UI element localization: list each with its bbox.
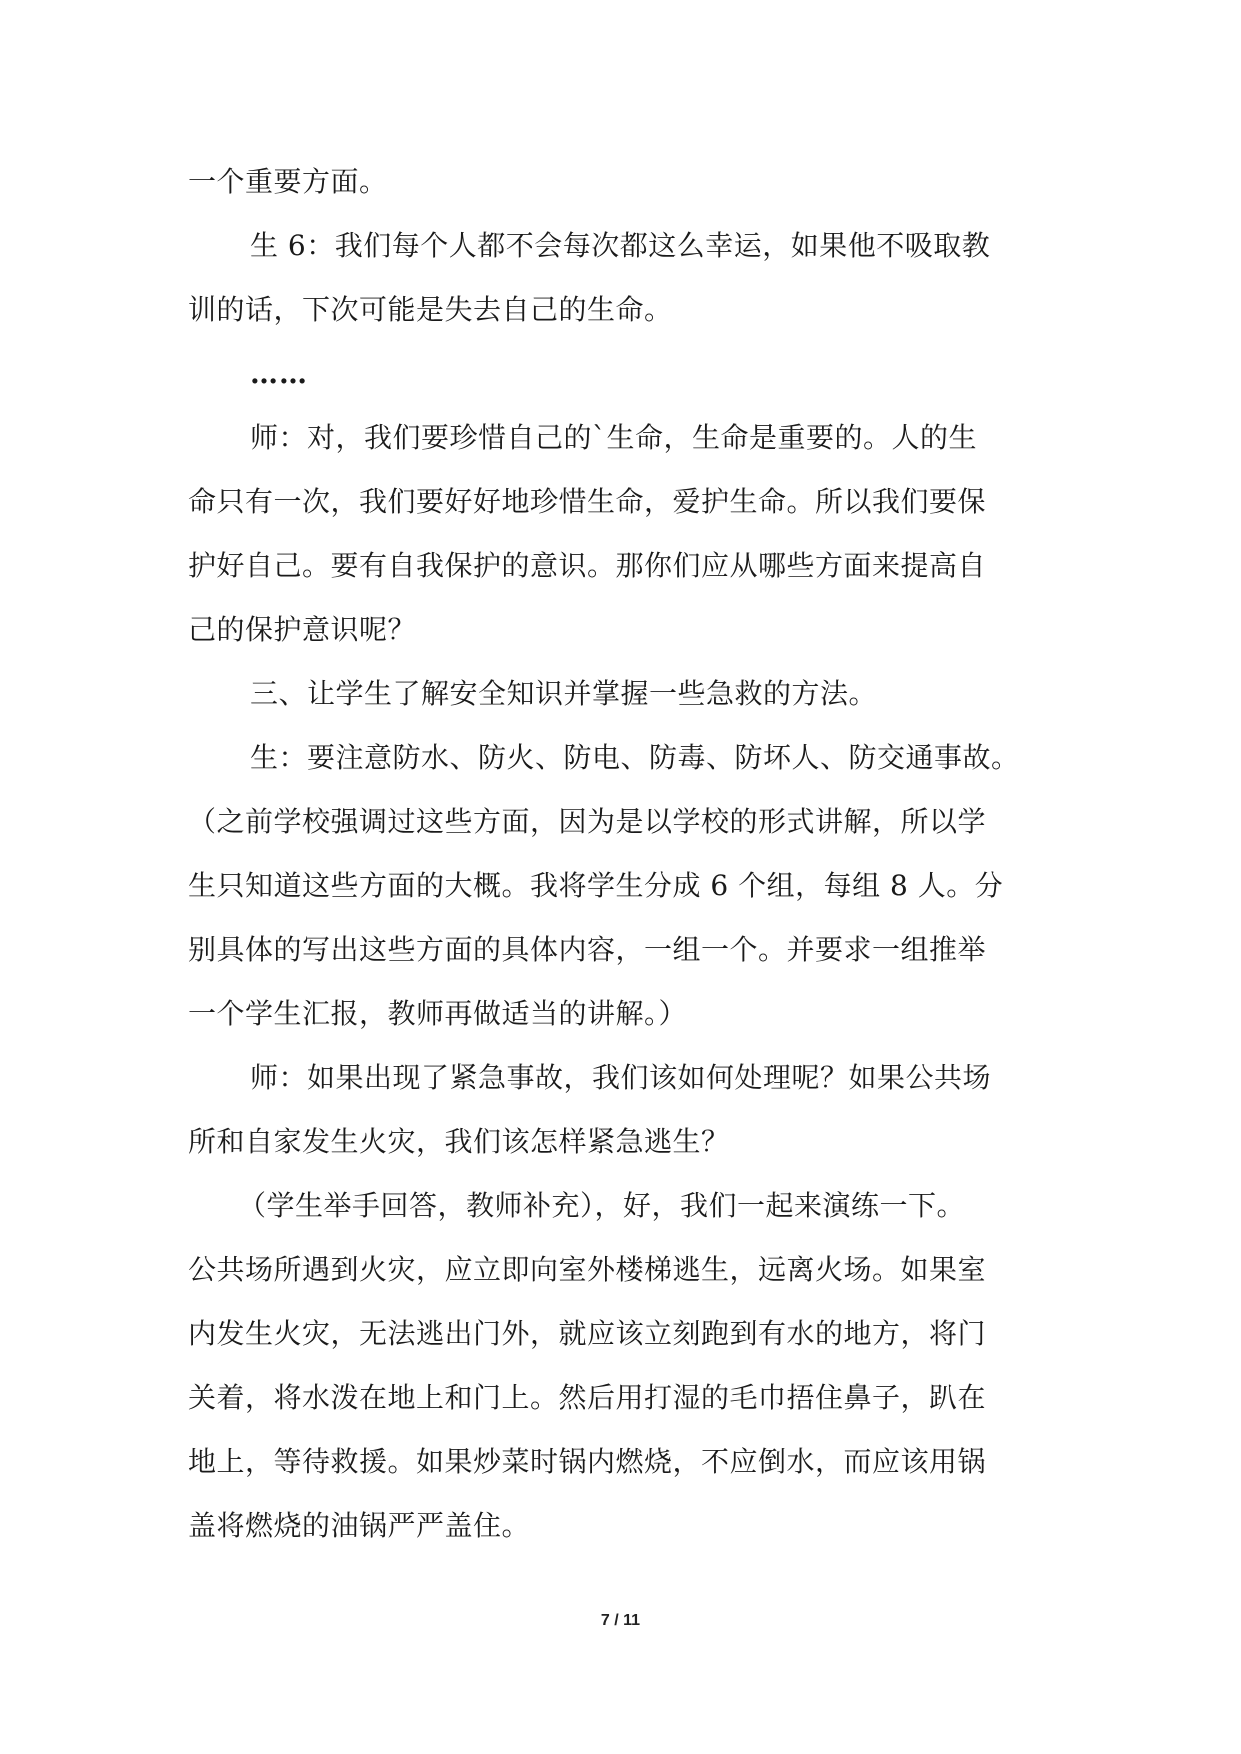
text-line: 命只有一次，我们要好好地珍惜生命，爱护生命。所以我们要保 xyxy=(188,485,987,518)
text-line: 公共场所遇到火灾，应立即向室外楼梯逃生，远离火场。如果室 xyxy=(188,1253,987,1286)
section-heading: 三、让学生了解安全知识并掌握一些急救的方法。 xyxy=(250,677,878,710)
ellipsis-line: …… xyxy=(250,357,308,390)
text-line: 训的话，下次可能是失去自己的生命。 xyxy=(188,293,673,326)
text-line: 关着，将水泼在地上和门上。然后用打湿的毛巾捂住鼻子，趴在 xyxy=(188,1381,987,1414)
text-line: 盖将燃烧的油锅严严盖住。 xyxy=(188,1509,531,1542)
text-line: 师：对，我们要珍惜自己的`生命，生命是重要的。人的生 xyxy=(250,421,978,454)
document-body xyxy=(188,150,1054,1558)
page-number: 7 / 11 xyxy=(600,1612,641,1629)
text-line: 生：要注意防水、防火、防电、防毒、防坏人、防交通事故。 xyxy=(250,741,1020,774)
text-line: 师：如果出现了紧急事故，我们该如何处理呢？如果公共场 xyxy=(250,1061,992,1094)
text-line: （学生举手回答，教师补充），好，我们一起来演练一下。 xyxy=(238,1189,966,1222)
text-line: （之前学校强调过这些方面，因为是以学校的形式讲解，所以学 xyxy=(188,805,987,838)
text-line: 地上，等待救援。如果炒菜时锅内燃烧，不应倒水，而应该用锅 xyxy=(188,1445,987,1478)
text-line: 一个重要方面。 xyxy=(188,165,388,198)
text-line: 别具体的写出这些方面的具体内容，一组一个。并要求一组推举 xyxy=(188,933,987,966)
text-line: 生 6：我们每个人都不会每次都这么幸运，如果他不吸取教 xyxy=(250,229,991,262)
text-line: 护好自己。要有自我保护的意识。那你们应从哪些方面来提高自 xyxy=(188,549,987,582)
text-line: 一个学生汇报，教师再做适当的讲解。） xyxy=(188,997,688,1030)
text-line: 己的保护意识呢？ xyxy=(188,613,417,646)
text-line: 生只知道这些方面的大概。我将学生分成 6 个组，每组 8 人。分 xyxy=(188,869,1004,902)
text-line: 内发生火灾，无法逃出门外，就应该立刻跑到有水的地方，将门 xyxy=(188,1317,987,1350)
text-line: 所和自家发生火灾，我们该怎样紧急逃生？ xyxy=(188,1125,730,1158)
